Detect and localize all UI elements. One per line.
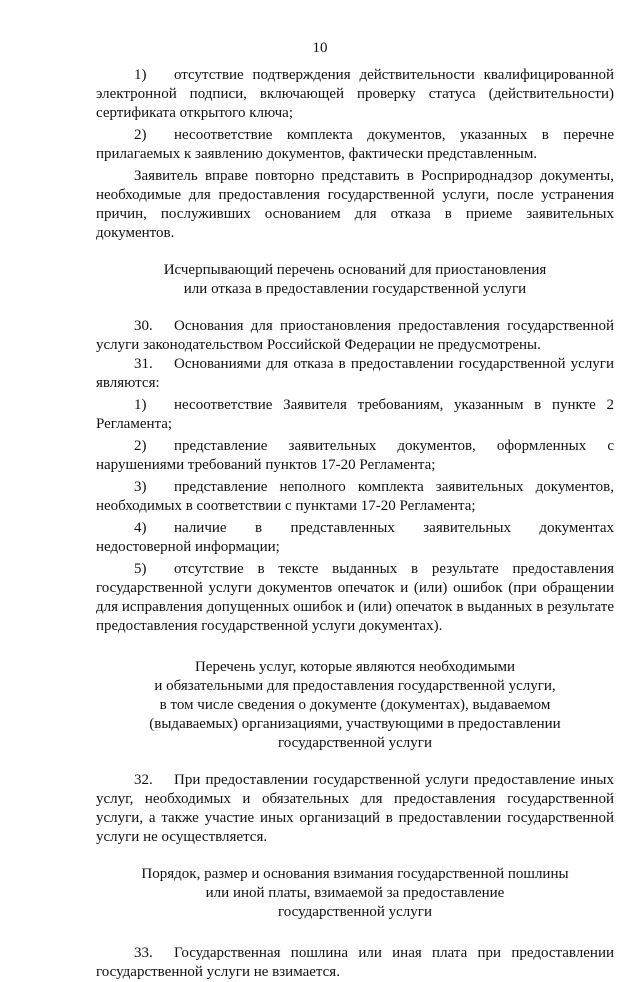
clause-30 [96, 317, 614, 355]
item-number: 3) [134, 479, 147, 495]
item-text: отсутствие в тексте выданных в результате предоставления государственной услуги документов опечаток и (или) ошибок (при обращении для исправления допущенных ошибок и (или) опечаток в выданных в результате предоставления государственной услуги документах). [96, 561, 614, 634]
refusal-item-5 [96, 560, 614, 636]
section-heading-suspension-grounds [96, 261, 614, 299]
document-body [96, 66, 614, 982]
clause-32 [96, 771, 614, 847]
refusal-item-1 [96, 396, 614, 434]
heading-line-1: Исчерпывающий перечень оснований для приостановления [163, 262, 547, 278]
section-heading-required-services [96, 658, 614, 753]
clause-31 [96, 355, 614, 393]
list-item-2-documents-mismatch [96, 126, 614, 164]
item-number: 2) [134, 438, 147, 454]
clause-text: Государственная пошлина или иная плата при предоставлении государственной услуги не взимается. [96, 945, 614, 980]
clause-number: 31. [134, 356, 153, 372]
item-number: 1) [134, 67, 147, 83]
clause-text: При предоставлении государственной услуги предоставление иных услуг, необходимых и обязательных для предоставления государственной услуги, а также участие иных организаций в предоставлении государственной услуги не осуществляется. [96, 772, 614, 845]
item-number: 2) [134, 127, 147, 143]
heading-line-1: Порядок, размер и основания взимания государственной пошлины [141, 866, 569, 882]
clause-text: Основания для приостановления предоставления государственной услуги законодательством Российской Федерации не предусмотрены. [96, 318, 614, 353]
heading-line-2: или иной платы, взимаемой за предоставление [205, 885, 505, 901]
heading-line-2: и обязательными для предоставления государственной услуги, [154, 678, 556, 694]
paragraph-text: Заявитель вправе повторно представить в Росприроднадзор документы, необходимые для предоставления государственной услуги, после устранения причин, послуживших основанием для отказа в приеме заявительных документов. [96, 168, 614, 241]
item-text: несоответствие Заявителя требованиям, указанным в пункте 2 Регламента; [96, 397, 614, 432]
list-item-1-signature [96, 66, 614, 123]
heading-line-1: Перечень услуг, которые являются необходимыми [194, 659, 516, 675]
refusal-item-3 [96, 478, 614, 516]
item-number: 5) [134, 561, 147, 577]
item-number: 4) [134, 520, 147, 536]
refusal-item-2 [96, 437, 614, 475]
clause-number: 33. [134, 945, 153, 961]
paragraph-resubmission [96, 167, 614, 243]
item-text: представление заявительных документов, оформленных с нарушениями требований пунктов 17-20 Регламента; [96, 438, 614, 473]
item-text: наличие в представленных заявительных документах недостоверной информации; [96, 520, 614, 555]
refusal-item-4 [96, 519, 614, 557]
clause-33 [96, 944, 614, 982]
heading-line-2: или отказа в предоставлении государственной услуги [183, 281, 527, 297]
heading-line-4: (выдаваемых) организациями, участвующими в предоставлении [149, 716, 561, 732]
item-text: представление неполного комплекта заявительных документов, необходимых в соответствии с пунктами 17-20 Регламента; [96, 479, 614, 514]
heading-line-3: в том числе сведения о документе (документах), выдаваемом [159, 697, 551, 713]
clause-number: 30. [134, 318, 153, 334]
heading-line-3: государственной услуги [278, 904, 432, 920]
page-number: 10 [312, 40, 328, 56]
heading-line-5: государственной услуги [278, 735, 432, 751]
section-heading-state-fee [96, 865, 614, 922]
item-text: несоответствие комплекта документов, указанных в перечне прилагаемых к заявлению документов, фактически представленным. [96, 127, 614, 162]
clause-number: 32. [134, 772, 153, 788]
clause-text: Основаниями для отказа в предоставлении государственной услуги являются: [96, 356, 614, 391]
item-number: 1) [134, 397, 147, 413]
item-text: отсутствие подтверждения действительности квалифицированной электронной подписи, включающей проверку статуса (действительности) сертификата открытого ключа; [96, 67, 614, 121]
